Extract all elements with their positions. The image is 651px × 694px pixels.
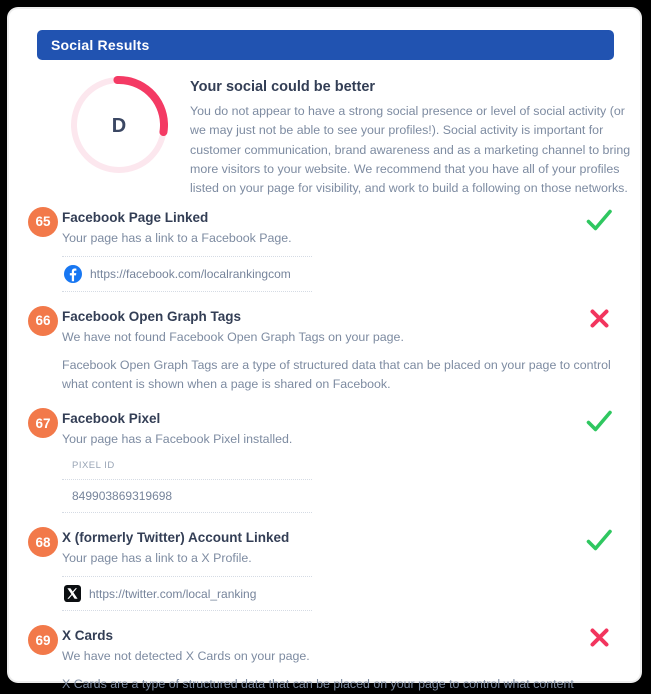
item-title: Facebook Pixel	[62, 411, 161, 427]
status-indicator	[584, 626, 614, 654]
grade-letter: D	[111, 115, 127, 137]
item-description: Your page has a link to a Facebook Page.	[62, 230, 292, 245]
x-mark-icon	[588, 626, 611, 649]
x-logo-icon	[64, 585, 81, 602]
item-number-badge: 65	[28, 207, 58, 237]
audit-item-x-account-linked	[28, 527, 614, 611]
item-note: Facebook Open Graph Tags are a type of structured data that can be placed on your page to control what content is shown when a page is shared on Facebook.	[62, 357, 611, 391]
status-indicator	[584, 208, 614, 238]
audit-item-facebook-open-graph-tags	[28, 306, 614, 394]
audit-item-facebook-pixel	[28, 408, 614, 513]
status-indicator	[584, 528, 614, 558]
item-title: Facebook Page Linked	[62, 209, 209, 225]
summary-section	[69, 75, 640, 199]
item-title: X Cards	[62, 628, 114, 644]
x-profile-url[interactable]: https://twitter.com/local_ranking	[89, 586, 257, 601]
status-indicator	[584, 307, 614, 335]
pixel-id-value: 849903869319698	[62, 480, 312, 513]
check-icon	[585, 528, 613, 553]
x-profile-link-row	[62, 576, 312, 611]
pixel-id-column-header: PIXEL ID	[62, 458, 312, 480]
item-title: X (formerly Twitter) Account Linked	[62, 530, 290, 546]
audit-item-list	[28, 207, 640, 694]
item-number-badge: 67	[28, 408, 58, 438]
item-description: We have not detected X Cards on your page.	[62, 649, 310, 664]
item-description: Your page has a Facebook Pixel installed.	[62, 432, 293, 447]
section-header: Social Results	[37, 30, 614, 60]
check-icon	[585, 409, 613, 434]
facebook-page-url[interactable]: https://facebook.com/localrankingcom	[90, 266, 291, 281]
summary-heading: Your social could be better	[190, 79, 376, 95]
summary-description: You do not appear to have a strong social presence or level of social activity (or we may just not be able to see your profiles!). Social activity is important for customer communication, brand awareness and as a marketing channel to bring more visitors to your website. We recommend that you have all of your profiles listed on your page for visibility, and work to build a following on those networks.	[190, 104, 631, 196]
audit-item-facebook-page-linked	[28, 207, 614, 292]
item-number-badge: 66	[28, 306, 58, 336]
status-indicator	[584, 409, 614, 439]
grade-gauge	[69, 75, 169, 175]
facebook-icon	[64, 265, 82, 283]
report-card	[9, 9, 640, 692]
item-title: Facebook Open Graph Tags	[62, 308, 242, 324]
facebook-link-row	[62, 256, 312, 292]
item-description: We have not found Facebook Open Graph Tags on your page.	[62, 329, 404, 344]
x-mark-icon	[588, 307, 611, 330]
check-icon	[585, 208, 613, 233]
item-note: X Cards are a type of structured data that can be placed on your page to control what content	[62, 677, 574, 692]
item-number-badge: 69	[28, 625, 58, 655]
item-number-badge: 68	[28, 527, 58, 557]
item-description: Your page has a link to a X Profile.	[62, 551, 252, 566]
pixel-id-table	[62, 458, 312, 513]
audit-item-x-cards	[28, 625, 614, 694]
